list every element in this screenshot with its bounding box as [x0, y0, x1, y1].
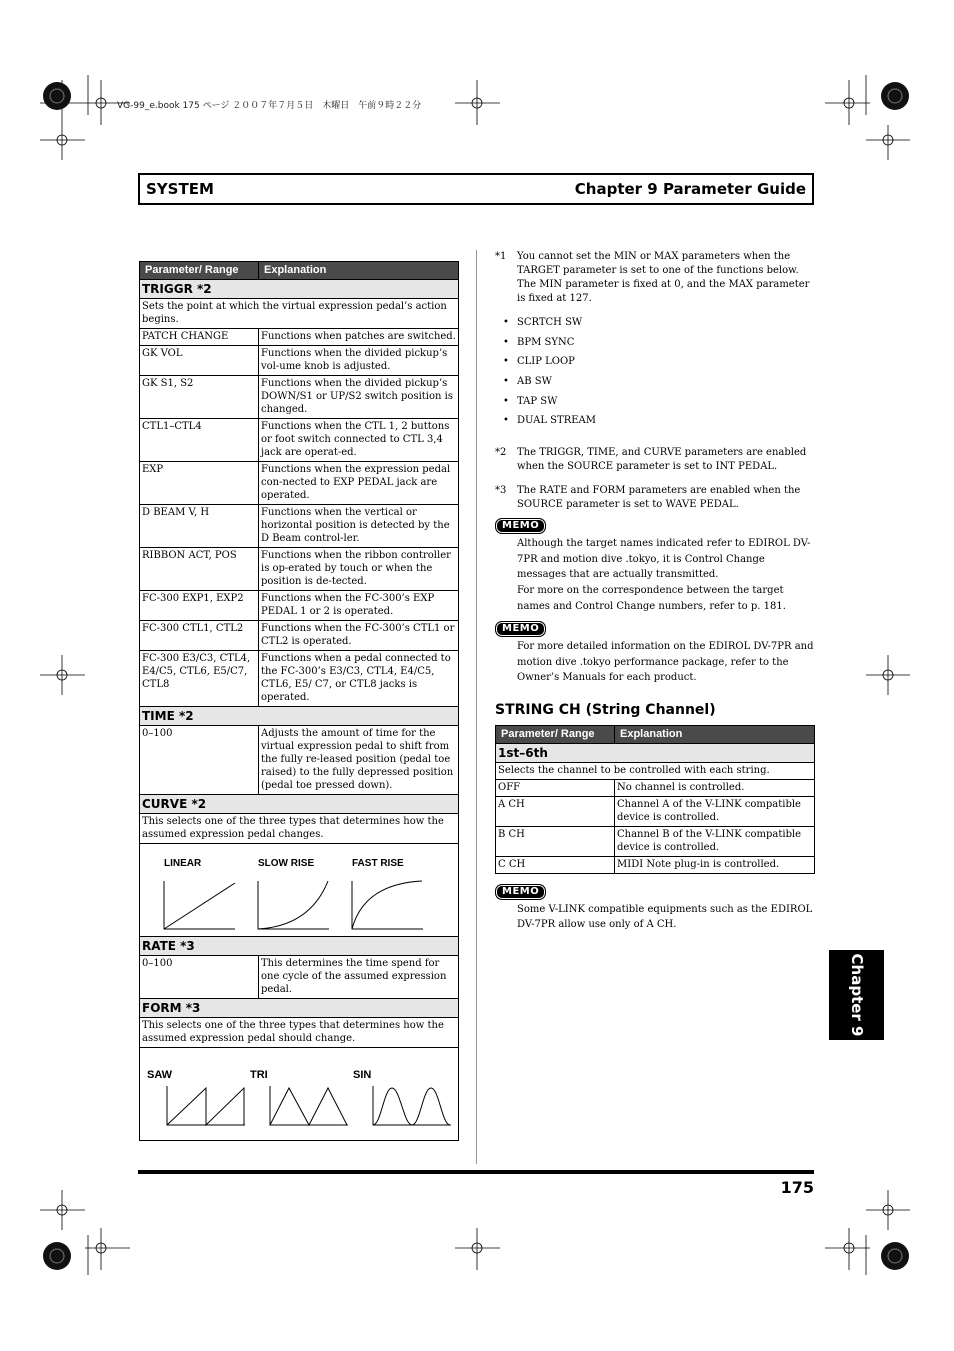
footnote-mark: *3 [495, 485, 507, 497]
tri-axes [270, 1086, 348, 1125]
table-row [496, 856, 815, 873]
form-label-saw: SAW [147, 1069, 173, 1081]
header-section: SYSTEM [146, 180, 214, 198]
chapter-tab [829, 950, 884, 1040]
param-cell: OFF [496, 779, 615, 796]
col-exp-header: Explanation [259, 262, 459, 280]
exp-cell: Functions when the expression pedal con-nected to EXP PEDAL jack are operated. [259, 462, 459, 505]
footer-rule [138, 1170, 814, 1174]
section-time: TIME *2 [140, 707, 459, 726]
exp-cell: This determines the time spend for one cycle of the assumed expression pedal. [259, 956, 459, 999]
form-diagram [140, 1048, 458, 1140]
section-form: FORM *3 [140, 999, 459, 1018]
param-cell: PATCH CHANGE [140, 329, 259, 346]
right-column [495, 250, 815, 940]
exp-cell: Functions when the FC-300’s CTL1 or CTL2 is operated. [259, 621, 459, 651]
table-header [496, 725, 815, 743]
exp-cell: Channel A of the V-LINK compatible device is controlled. [615, 796, 815, 826]
table-header [140, 262, 459, 280]
table-row [140, 505, 459, 548]
exp-cell: No channel is controlled. [615, 779, 815, 796]
exp-cell: Functions when the FC-300’s EXP PEDAL 1 or 2 is operated. [259, 591, 459, 621]
form-label-tri: TRI [250, 1069, 268, 1081]
footnote-3 [495, 484, 815, 512]
curve-desc: This selects one of the three types that determines how the assumed expression pedal changes. [140, 814, 459, 844]
list-item: • DUAL STREAM [495, 414, 815, 434]
parameter-table-left [139, 261, 459, 1141]
form-figure [140, 1048, 459, 1141]
form-desc: This selects one of the three types that determines how the assumed expression pedal should change. [140, 1018, 459, 1048]
table-row [496, 826, 815, 856]
section-rate: RATE *3 [140, 937, 459, 956]
exp-cell: Channel B of the V-LINK compatible device is controlled. [615, 826, 815, 856]
curve-label-slow: SLOW RISE [258, 858, 315, 869]
table-row [496, 796, 815, 826]
col-exp-header: Explanation [615, 725, 815, 743]
exp-cell: Functions when patches are switched. [259, 329, 459, 346]
memo-icon: MEMO [495, 518, 546, 534]
exp-cell: Functions when the CTL 1, 2 buttons or foot switch connected to CTL 3,4 jack are operat-ed. [259, 419, 459, 462]
list-item: • AB SW [495, 375, 815, 395]
table-row [496, 779, 815, 796]
memo-text-b: For more on the correspondence between the target names and Control Change numbers, refer to p. 181. [517, 584, 786, 612]
section-1st-6th: 1st–6th [496, 743, 815, 762]
curve-label-fast: FAST RISE [352, 858, 404, 869]
list-item: • TAP SW [495, 395, 815, 415]
string-ch-table [495, 725, 815, 874]
param-cell: CTL1–CTL4 [140, 419, 259, 462]
param-cell: GK S1, S2 [140, 376, 259, 419]
footnote-text: The RATE and FORM parameters are enabled when the SOURCE parameter is set to WAVE PEDAL. [517, 485, 801, 511]
file-info: VG-99_e.book 175 ページ ２００７年７月５日 木曜日 午前９時２２分 [117, 101, 422, 111]
list-item: • CLIP LOOP [495, 355, 815, 375]
string-ch-desc: Selects the channel to be controlled with each string. [496, 762, 815, 779]
memo-text-a: Although the target names indicated refer to EDIROL DV-7PR and motion dive .tokyo, it is Control Change messages that are actually transmitted. [517, 538, 811, 581]
page-number: 175 [780, 1178, 814, 1197]
list-item: • BPM SYNC [495, 336, 815, 356]
exp-cell: Functions when the divided pickup’s vol-ume knob is adjusted. [259, 346, 459, 376]
fast-rise-curve [352, 881, 422, 929]
linear-curve [164, 883, 235, 929]
table-row [140, 651, 459, 707]
exp-cell: Functions when the ribbon controller is op-erated by touch or when the position is de-tected. [259, 548, 459, 591]
target-list [495, 316, 815, 434]
curve-diagram [140, 844, 458, 936]
param-cell: FC-300 E3/C3, CTL4, E4/C5, CTL6, E5/C7, CTL8 [140, 651, 259, 707]
table-row [140, 419, 459, 462]
memo-icon: MEMO [495, 884, 546, 900]
param-cell: A CH [496, 796, 615, 826]
slow-rise-curve [258, 881, 328, 929]
param-cell: C CH [496, 856, 615, 873]
memo-icon: MEMO [495, 621, 546, 637]
col-param-header: Parameter/ Range [496, 725, 615, 743]
param-cell: B CH [496, 826, 615, 856]
footnote-mark: *2 [495, 447, 507, 459]
form-label-sin: SIN [353, 1069, 372, 1081]
table-row [140, 329, 459, 346]
sin-wave [373, 1088, 450, 1125]
table-row [140, 462, 459, 505]
tri-wave [270, 1088, 347, 1125]
slow-axes [258, 881, 329, 929]
param-cell: RIBBON ACT, POS [140, 548, 259, 591]
section-triggr: TRIGGR *2 [140, 280, 459, 299]
table-row [140, 726, 459, 795]
param-cell: GK VOL [140, 346, 259, 376]
table-row [140, 956, 459, 999]
sin-axes [373, 1086, 451, 1125]
param-cell: FC-300 EXP1, EXP2 [140, 591, 259, 621]
param-cell: D BEAM V, H [140, 505, 259, 548]
col-param-header: Parameter/ Range [140, 262, 259, 280]
exp-cell: Adjusts the amount of time for the virtual expression pedal to shift from the fully re-leased position (pedal toe raised) to the fully depressed position (pedal toe pressed down). [259, 726, 459, 795]
memo-2: For more detailed information on the EDIROL DV-7PR and motion dive .tokyo performance package, refer to the Owner’s Manuals for each product. [517, 641, 814, 684]
footnote-text: The TRIGGR, TIME, and CURVE parameters are enabled when the SOURCE parameter is set to INT PEDAL. [517, 447, 807, 473]
table-row [140, 591, 459, 621]
exp-cell: Functions when a pedal connected to the FC-300’s E3/C3, CTL4, E4/C5, CTL6, E5/ C7, or CTL8 jacks is operated. [259, 651, 459, 707]
table-row [140, 548, 459, 591]
param-cell: 0–100 [140, 726, 259, 795]
param-cell: 0–100 [140, 956, 259, 999]
memo-3: Some V-LINK compatible equipments such as the EDIROL DV-7PR allow use only of A CH. [517, 903, 813, 931]
footnote-mark: *1 [495, 251, 507, 262]
memo-1 [495, 536, 815, 614]
exp-cell: Functions when the vertical or horizontal position is detected by the D Beam control-ler. [259, 505, 459, 548]
footnote-2 [495, 446, 815, 474]
header-chapter: Chapter 9 Parameter Guide [574, 180, 806, 198]
page-header [138, 173, 814, 205]
triggr-desc: Sets the point at which the virtual expression pedal’s action begins. [140, 299, 459, 329]
section-title-string-ch: STRING CH (String Channel) [495, 701, 716, 718]
footnote-text: You cannot set the MIN or MAX parameters when the TARGET parameter is set to one of the functions below. The MIN parameter is fixed at 0, and the MAX parameter is fixed at 127. [517, 251, 810, 304]
list-item: • SCRTCH SW [495, 316, 815, 336]
table-row [140, 621, 459, 651]
column-divider [476, 250, 477, 1164]
exp-cell: Functions when the divided pickup’s DOWN/S1 or UP/S2 switch position is changed. [259, 376, 459, 419]
section-curve: CURVE *2 [140, 795, 459, 814]
footnote-1 [495, 250, 815, 306]
curve-figure [140, 844, 459, 937]
table-row [140, 376, 459, 419]
param-cell: FC-300 CTL1, CTL2 [140, 621, 259, 651]
saw-wave [167, 1088, 244, 1125]
chapter-tab-label: Chapter 9 [847, 953, 866, 1037]
table-row [140, 346, 459, 376]
curve-label-linear: LINEAR [164, 858, 202, 869]
exp-cell: MIDI Note plug-in is controlled. [615, 856, 815, 873]
param-cell: EXP [140, 462, 259, 505]
